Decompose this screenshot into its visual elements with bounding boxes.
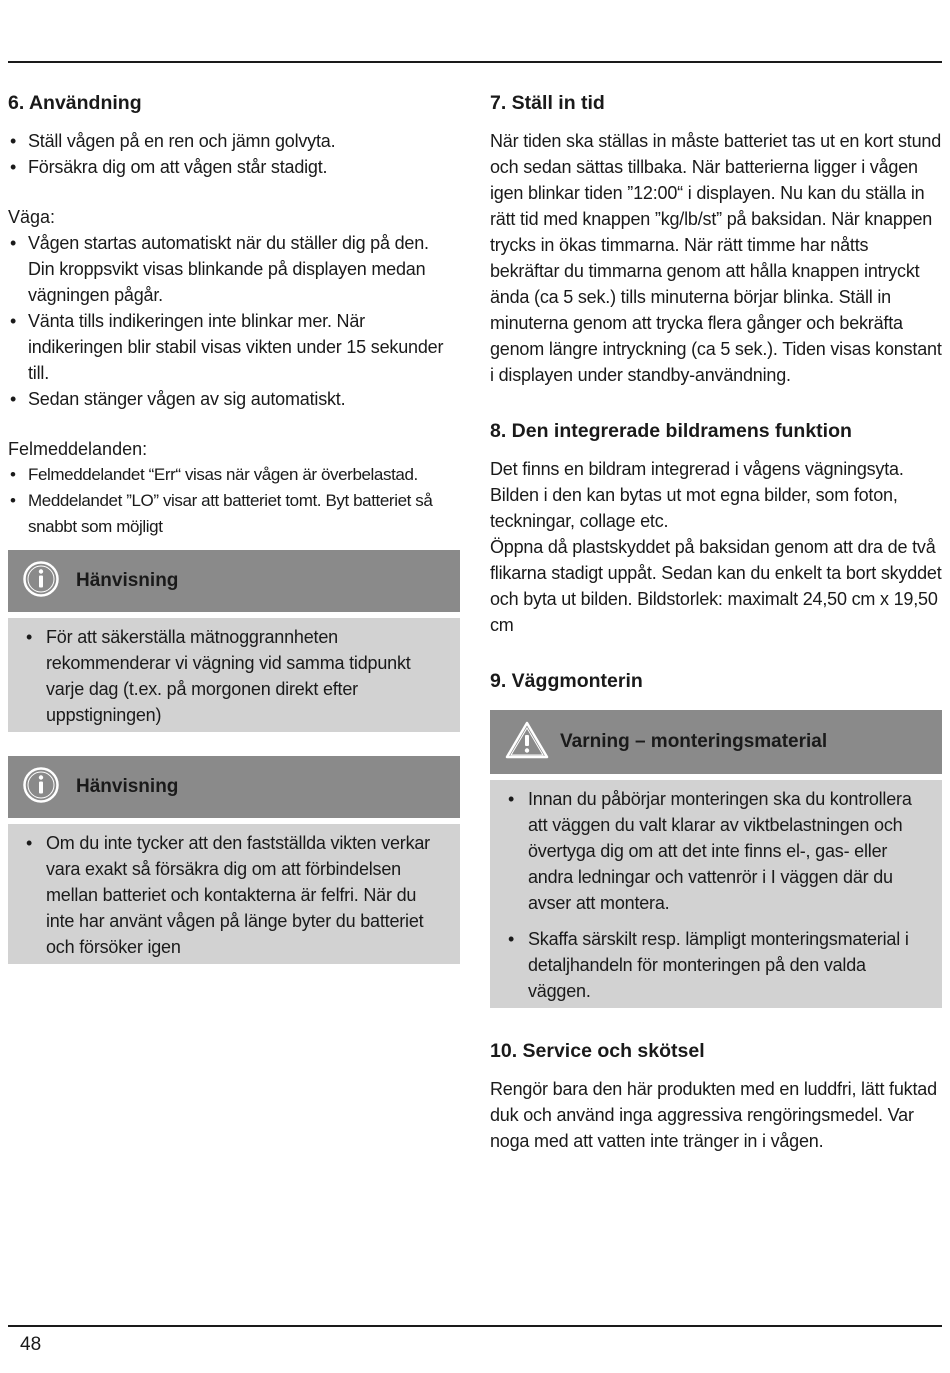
weigh-label: Väga: xyxy=(8,207,56,227)
section-7-text: När tiden ska ställas in måste batteriet tas ut en kort stund och sedan sättas tillbaka. När batterierna ligger i vågen igen blinkar tiden ”12:00“ i displayen. Nu kan du ställa in rätt tid med knappen ”kg/lb/st” på baksidan. När knappen trycks in ökas timmarna. När rätt timme har nåtts bekräftar du timmarna genom att hålla knappen intryckt ända (ca 5 sek.) tills minuterna börjar blinka. Ställ in minuterna genom att trycka flera gånger och bekräfta genom längre intryckning (ca 5 sek.). Tiden visas konstant i displayen under standby-användning. xyxy=(490,131,942,385)
weigh-bullets xyxy=(8,230,460,412)
bottom-rule xyxy=(8,1325,942,1327)
note-header xyxy=(8,550,460,612)
info-icon xyxy=(22,560,60,603)
info-icon xyxy=(22,766,60,809)
right-column xyxy=(490,90,942,1154)
error-bullets xyxy=(8,462,460,540)
note-box-2 xyxy=(8,756,460,964)
note-box-1 xyxy=(8,550,460,732)
warning-header xyxy=(490,710,942,774)
section-7 xyxy=(490,90,942,388)
section-7-title: 7. Ställ in tid xyxy=(490,92,605,114)
left-column xyxy=(8,90,460,964)
list-item: • Vänta tills indikeringen inte blinkar mer. När indikeringen blir stabil visas vikten under 15 sekunder till. xyxy=(8,308,460,386)
section-9-title: 9. Väggmonterin xyxy=(490,670,643,692)
list-item: • Försäkra dig om att vågen står stadigt. xyxy=(8,154,460,180)
section-10-title: 10. Service och skötsel xyxy=(490,1040,705,1062)
top-rule xyxy=(8,61,942,63)
note-title: Hänvisning xyxy=(76,570,179,591)
section-6 xyxy=(8,90,460,540)
list-item: • Felmeddelandet “Err“ visas när vågen är överbelastad. xyxy=(8,462,460,488)
note-title: Hänvisning xyxy=(76,776,179,797)
section-6-title: 6. Användning xyxy=(8,92,142,114)
list-item: • Om du inte tycker att den fastställda vikten verkar vara exakt så försäkra dig om att förbindelsen mellan batteriet och kontakterna är felfri. När du inte har använt vågen på länge byter du batteriet och försöker igen xyxy=(26,830,448,960)
section-10-text: Rengör bara den här produkten med en luddfri, lätt fuktad duk och använd inga aggressiva rengöringsmedel. Var noga med att vatten inte tränger in i vågen. xyxy=(490,1079,937,1151)
note-body xyxy=(8,824,460,964)
warning-title: Varning – monteringsmaterial xyxy=(560,731,828,752)
list-item: • Ställ vågen på en ren och jämn golvyta. xyxy=(8,128,460,154)
section-9 xyxy=(490,668,942,1008)
list-item: • Skaffa särskilt resp. lämpligt monteringsmaterial i detaljhandeln för monteringen på den valda väggen. xyxy=(508,926,930,1004)
list-item: • För att säkerställa mätnoggrannheten rekommenderar vi vägning vid samma tidpunkt varje dag (t.ex. på morgonen direkt efter uppstigningen) xyxy=(26,624,448,728)
section-10 xyxy=(490,1038,942,1154)
section-6-bullets xyxy=(8,128,460,180)
list-item: • Meddelandet ”LO” visar att batteriet tomt. Byt batteriet så snabbt som möjligt xyxy=(8,488,460,540)
note-body xyxy=(8,618,460,732)
section-8-title: 8. Den integrerade bildramens funktion xyxy=(490,420,852,442)
section-8-text-1: Det finns en bildram integrerad i vågens vägningsyta. Bilden i den kan bytas ut mot egna bilder, som foton, teckningar, collage etc. xyxy=(490,459,904,531)
errors-label: Felmeddelanden: xyxy=(8,439,148,459)
warning-body xyxy=(490,780,942,1008)
warning-box xyxy=(490,710,942,1008)
section-8 xyxy=(490,418,942,638)
page-number: 48 xyxy=(20,1334,42,1355)
list-item: • Innan du påbörjar monteringen ska du kontrollera att väggen du valt klarar av viktbelastningen och övertyga dig om att det inte finns el-, gas- eller andra ledningar och vattenrör i I väggen där du avser att montera. xyxy=(508,786,930,916)
list-item: • Vågen startas automatiskt när du ställer dig på den. Din kroppsvikt visas blinkande på displayen medan vägningen pågår. xyxy=(8,230,460,308)
section-8-text-2: Öppna då plastskyddet på baksidan genom att dra de två flikarna stadigt uppåt. Sedan kan du enkelt ta bort skyddet och byta ut bilden. Bildstorlek: maximalt 24,50 cm x 19,50 cm xyxy=(490,537,942,635)
note-header xyxy=(8,756,460,818)
warning-triangle-icon xyxy=(504,720,550,765)
list-item: • Sedan stänger vågen av sig automatiskt. xyxy=(8,386,460,412)
